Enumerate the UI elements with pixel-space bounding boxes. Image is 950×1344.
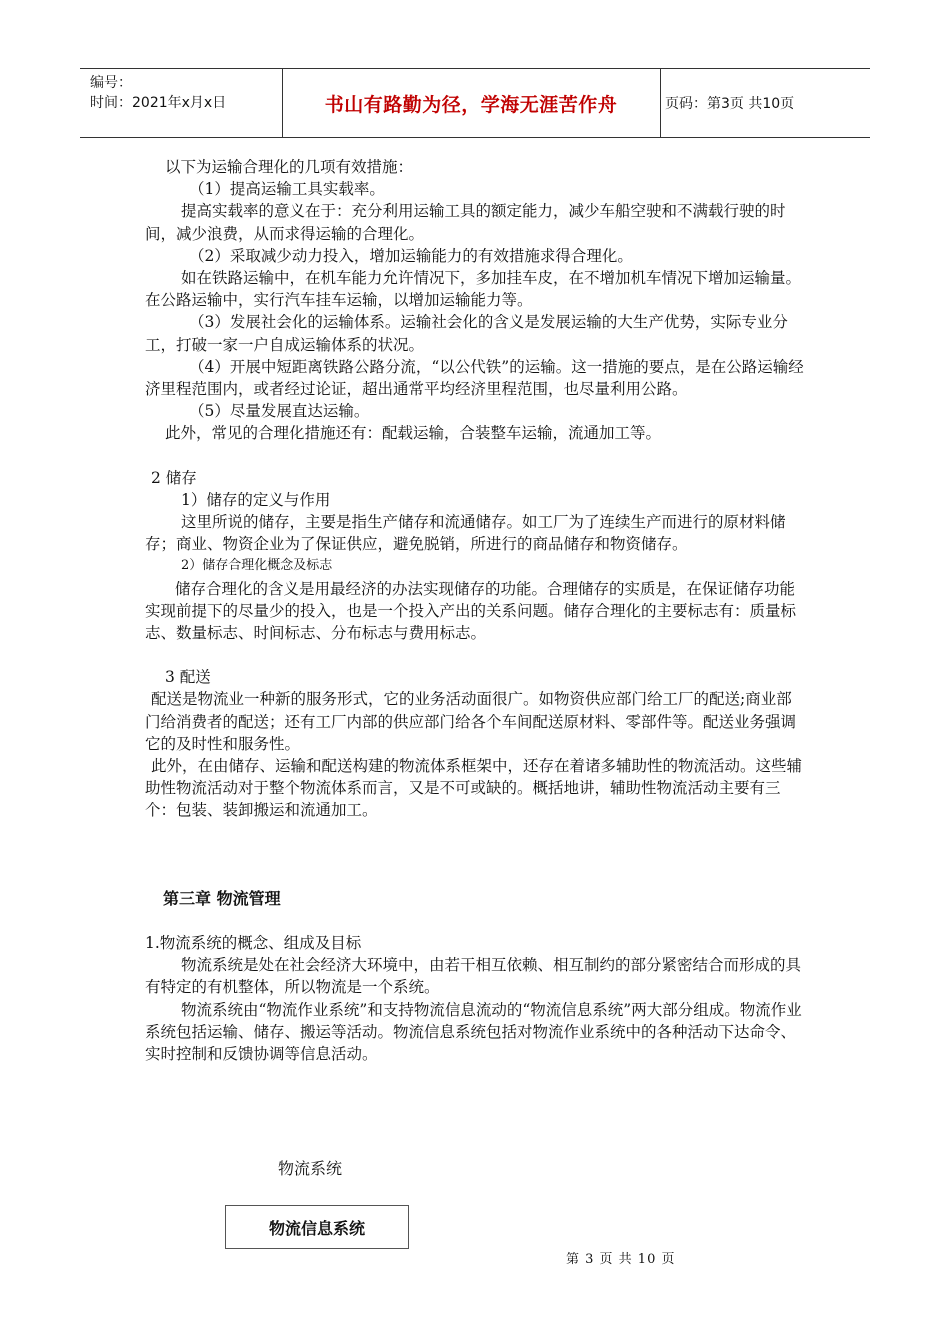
section-heading: 3 配送 — [165, 668, 211, 687]
header-time: 时间：2021年x月x日 — [90, 95, 227, 111]
diagram-box: 物流信息系统 — [225, 1205, 409, 1249]
list-item: （4）开展中短距离铁路公路分流，“以公代铁”的运输。这一措施的要点，是在公路运输经济里程范围内，或者经过论证，超出通常平均经济里程范围，也尽量利用公路。 — [145, 357, 804, 399]
paragraph: 以下为运输合理化的几项有效措施： — [165, 158, 414, 176]
section-heading: 1.物流系统的概念、组成及目标 — [145, 933, 362, 952]
diagram-title: 物流系统 — [278, 1159, 343, 1178]
subsection-heading: 1）储存的定义与作用 — [181, 490, 331, 509]
paragraph: 物流系统由“物流作业系统”和支持物流信息流动的“物流信息系统”两大部分组成。物流作业系统包括运输、储存、搬运等活动。物流信息系统包括对物流作业系统中的各种活动下达命令、实时控制和反馈协调等信息活动。 — [145, 1000, 802, 1063]
paragraph: 此外，常见的合理化措施还有：配载运输，合装整车运输，流通加工等。 — [165, 424, 662, 443]
section-heading: 2 储存 — [151, 468, 197, 487]
paragraph: 提高实载率的意义在于：充分利用运输工具的额定能力，减少车船空驶和不满载行驶的时间，减少浪费，从而求得运输的合理化。 — [145, 202, 786, 243]
paragraph: 配送是物流业一种新的服务形式，它的业务活动面很广。如物资供应部门给工厂的配送;商业部门给消费者的配送；还有工厂内部的供应部门给各个车间配送原材料、零部件等。配送业务强调它的及时性和服务性。 — [145, 690, 797, 753]
header-motto: 书山有路勤为径，学海无涯苦作舟 — [324, 93, 618, 116]
page-header — [80, 68, 870, 138]
paragraph: 这里所说的储存，主要是指生产储存和流通储存。如工厂为了连续生产而进行的原材料储存；商业、物资企业为了保证供应，避免脱销，所进行的商品储存和物资储存。 — [145, 513, 786, 554]
subsection-heading: 2）储存合理化概念及标志 — [181, 558, 333, 574]
list-item: （3）发展社会化的运输体系。运输社会化的含义是发展运输的大生产优势，实际专业分工，打破一家一户自成运输体系的状况。 — [145, 313, 788, 354]
page-footer: 第 3 页 共 10 页 — [566, 1252, 676, 1267]
header-meta — [90, 73, 226, 113]
list-item: （1）提高运输工具实载率。 — [189, 180, 385, 199]
chapter-heading: 第三章 物流管理 — [163, 888, 281, 908]
header-page-number: 页码：第3页 共10页 — [665, 96, 795, 112]
list-item: （5）尽量发展直达运输。 — [189, 402, 370, 421]
paragraph: 如在铁路运输中，在机车能力允许情况下，多加挂车皮，在不增加机车情况下增加运输量。在公路运输中，实行汽车挂车运输，以增加运输能力等。 — [145, 269, 802, 310]
document-body — [145, 156, 805, 1065]
paragraph: 此外，在由储存、运输和配送构建的物流体系框架中，还存在着诸多辅助性的物流活动。这些辅助性物流活动对于整个物流体系而言，又是不可或缺的。概括地讲，辅助性物流活动主要有三个：包装、装卸搬运和流通加工。 — [145, 757, 803, 820]
list-item: （2）采取减少动力投入，增加运输能力的有效措施求得合理化。 — [189, 246, 633, 265]
paragraph: 物流系统是处在社会经济大环境中，由若干相互依赖、相互制约的部分紧密结合而形成的具有特定的有机整体，所以物流是一个系统。 — [145, 956, 802, 997]
header-divider — [660, 69, 661, 137]
paragraph: 储存合理化的含义是用最经济的办法实现储存的功能。合理储存的实质是，在保证储存功能实现前提下的尽量少的投入，也是一个投入产出的关系问题。储存合理化的主要标志有：质量标志、数量标志、时间标志、分布标志与费用标志。 — [145, 579, 797, 643]
header-number: 编号： — [90, 75, 132, 91]
